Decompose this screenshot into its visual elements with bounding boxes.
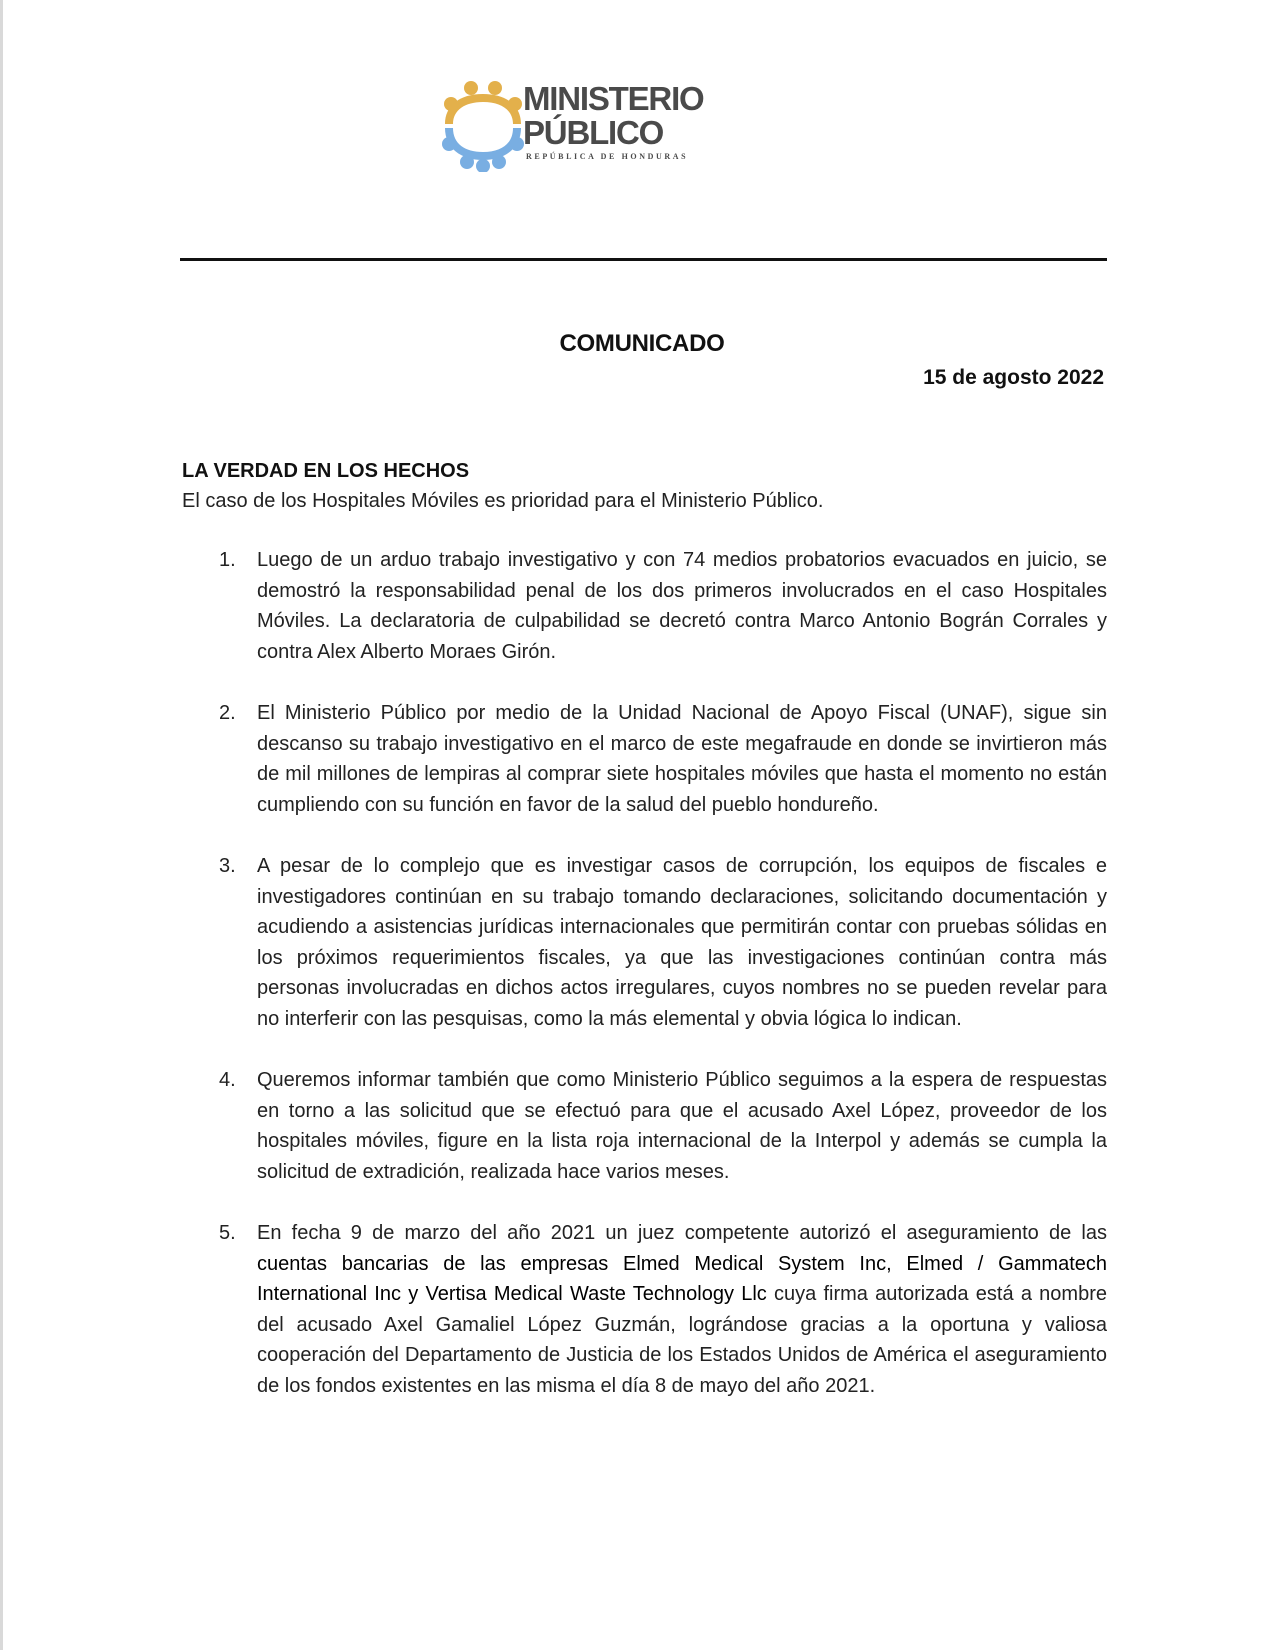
- header-divider: [180, 258, 1107, 261]
- list-item-number: 4.: [219, 1069, 236, 1091]
- list-item: [0, 698, 1284, 820]
- ministerio-publico-logo: [437, 80, 707, 172]
- numbered-list: [0, 545, 1284, 1432]
- list-item-number: 5.: [219, 1222, 236, 1244]
- company-accounts-text: cuentas bancarias de las empresas Elmed Medical System Inc, Elmed / Gammatech International Inc y Vertisa Medical Waste Technology Llc: [257, 1252, 1107, 1305]
- list-item: [0, 545, 1284, 667]
- logo-wordmark: [523, 82, 704, 150]
- list-item-number: 1.: [219, 549, 236, 571]
- list-item-number: 3.: [219, 855, 236, 877]
- list-item-text-part: cuya firma autorizada está a nombre del acusado Axel Gamaliel López Guzmán, lográndose gracias a la oportuna y valiosa cooperación del Departamento de Justicia de los Estados Unidos de América el aseguramiento de los fondos existentes en las misma el día 8 de mayo del año 2021.: [257, 1283, 1107, 1397]
- list-item-text: Queremos informar también que como Ministerio Público seguimos a la espera de respuestas en torno a las solicitud que se efectuó para que el acusado Axel López, proveedor de los hospitales móviles, figure en la lista roja internacional de la Interpol y además se cumpla la solicitud de extradición, realizada hace varios meses.: [257, 1069, 1107, 1183]
- list-item-text: El Ministerio Público por medio de la Unidad Nacional de Apoyo Fiscal (UNAF), sigue sin descanso su trabajo investigativo en el marco de este megafraude en donde se invirtieron más de mil millones de lempiras al comprar siete hospitales móviles que hasta el momento no están cumpliendo con su función en favor de la salud del pueblo hondureño.: [257, 702, 1107, 816]
- list-item-number: 2.: [219, 702, 236, 724]
- list-item-text: Luego de un arduo trabajo investigativo y con 74 medios probatorios evacuados en juicio, se demostró la responsabilidad penal de los dos primeros involucrados en el caso Hospitales Móviles. La declaratoria de culpabilidad se decretó contra Marco Antonio Bográn Corrales y contra Alex Alberto Moraes Girón.: [257, 549, 1107, 663]
- document-date: 15 de agosto 2022: [923, 366, 1104, 389]
- logo-line-1: MINISTERIO: [523, 80, 704, 117]
- logo-subtitle: REPÚBLICA DE HONDURAS: [526, 152, 689, 161]
- people-circle-logo-icon: [437, 80, 529, 172]
- logo-line-2: PÚBLICO: [523, 114, 664, 151]
- list-item: [0, 1218, 1284, 1401]
- list-item-text: A pesar de lo complejo que es investigar casos de corrupción, los equipos de fiscales e investigadores continúan en su trabajo tomando declaraciones, solicitando documentación y acudiendo a asistencias jurídicas internacionales que permitirán contar con pruebas sólidas en los próximos requerimientos fiscales, ya que las investigaciones continúan contra más personas involucradas en dichos actos irregulares, cuyos nombres no se pueden revelar para no interferir con las pesquisas, como la más elemental y obvia lógica lo indican.: [257, 855, 1107, 1030]
- list-item: [0, 851, 1284, 1034]
- intro-paragraph: El caso de los Hospitales Móviles es prioridad para el Ministerio Público.: [182, 490, 824, 512]
- document-title: COMUNICADO: [559, 330, 725, 357]
- list-item: [0, 1065, 1284, 1187]
- section-heading: LA VERDAD EN LOS HECHOS: [182, 460, 470, 482]
- list-item-text: [257, 1218, 1107, 1401]
- list-item-text-part: En fecha 9 de marzo del año 2021 un juez competente autorizó el aseguramiento de las: [257, 1222, 1107, 1244]
